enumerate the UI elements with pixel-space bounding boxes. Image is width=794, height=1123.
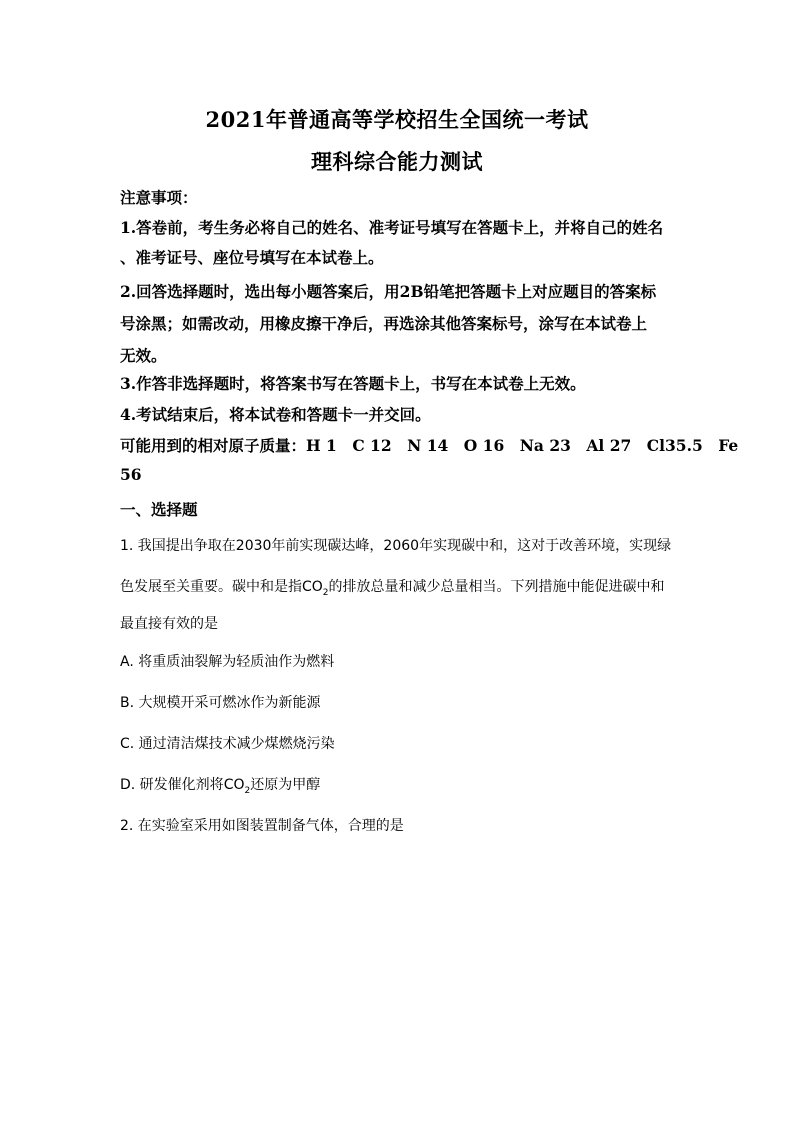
question-2-line-1: 2. 在实验室采用如图装置制备气体，合理的是 — [120, 818, 404, 834]
atomic-mass-line-2: 56 — [120, 465, 142, 484]
co2-formula: $CO_2$ — [223, 777, 251, 796]
notice-item-2-line-1: 2.回答选择题时，选出每小题答案后，用2B铅笔把答题卡上对应题目的答案标 — [120, 282, 657, 301]
question-1-line-3: 最直接有效的是 — [120, 616, 218, 632]
option-d-start: D. 研发催化剂将 — [120, 777, 224, 793]
exam-title: 2021年普通高等学校招生全国统一考试 — [205, 107, 589, 132]
section-heading: 一、选择题 — [120, 500, 198, 519]
notice-heading: 注意事项： — [120, 188, 198, 207]
question-1-line-2-start: 色发展至关重要。碳中和是指 — [120, 579, 302, 595]
notice-item-2-line-3: 无效。 — [120, 346, 167, 365]
exam-subtitle: 理科综合能力测试 — [311, 149, 483, 174]
question-1-line-1: 1. 我国提出争取在2030年前实现碳达峰，2060年实现碳中和，这对于改善环境，实现绿 — [120, 538, 672, 554]
question-1-line-2-end: 的排放总量和减少总量相当。下列措施中能促进碳中和 — [328, 579, 665, 595]
notice-item-4: 4.考试结束后，将本试卷和答题卡一并交回。 — [120, 405, 431, 424]
option-d — [120, 774, 690, 796]
question-1-line-2 — [120, 576, 690, 598]
option-b: B. 大规模开采可燃冰作为新能源 — [120, 695, 321, 711]
notice-item-1-line-2: 、准考证号、座位号填写在本试卷上。 — [120, 248, 384, 267]
option-c: C. 通过清洁煤技术减少煤燃烧污染 — [120, 736, 335, 752]
co2-formula: $CO_2$ — [302, 579, 329, 598]
atomic-mass-line-1: 可能用到的相对原子质量：H 1 C 12 N 14 O 16 Na 23 Al 27 Cl35.5 Fe — [120, 436, 739, 455]
notice-item-2-line-2: 号涂黑；如需改动，用橡皮擦干净后，再选涂其他答案标号，涂写在本试卷上 — [120, 314, 648, 333]
notice-item-3: 3.作答非选择题时，将答案书写在答题卡上，书写在本试卷上无效。 — [120, 374, 586, 393]
notice-item-1-line-1: 1.答卷前，考生务必将自己的姓名、准考证号填写在答题卡上，并将自己的姓名 — [120, 218, 664, 237]
option-d-end: 还原为甲醇 — [250, 777, 321, 793]
option-a: A. 将重质油裂解为轻质油作为燃料 — [120, 654, 335, 670]
